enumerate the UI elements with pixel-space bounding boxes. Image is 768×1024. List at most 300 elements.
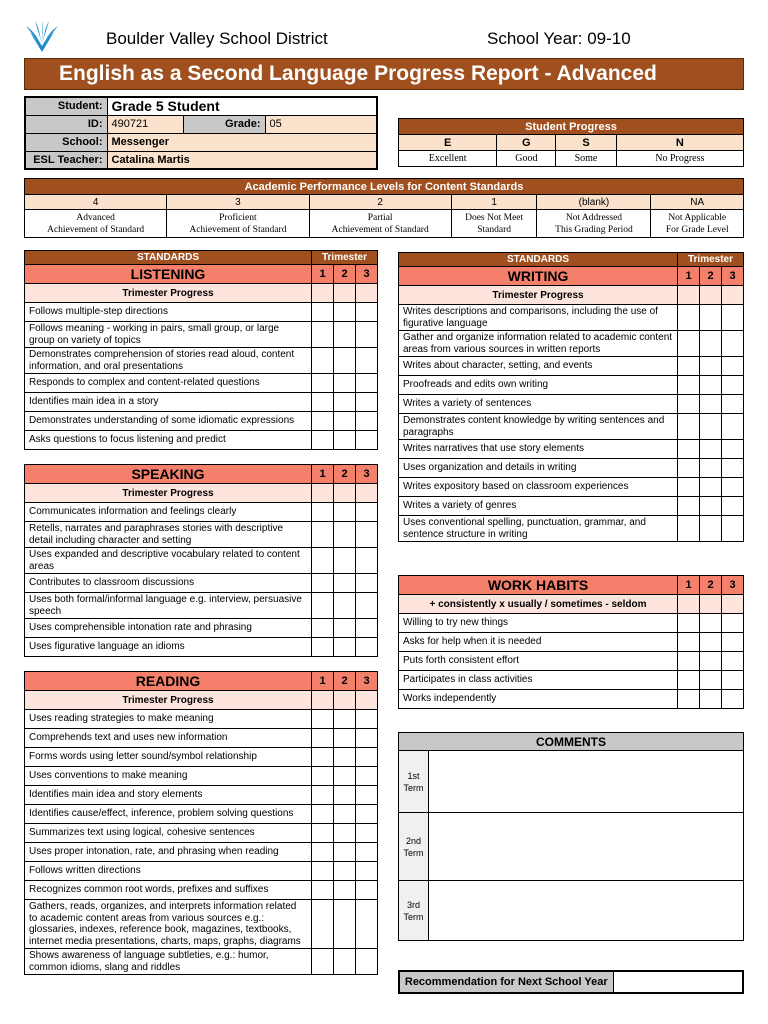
grade-label: Grade: [183,115,265,133]
trimester-1-mark[interactable] [312,900,334,949]
performance-levels-title: Academic Performance Levels for Content Standards [25,179,744,195]
trimester-3-mark[interactable] [356,393,378,412]
trimester-3-mark[interactable] [356,522,378,548]
level-desc-line2: Achievement of Standard [47,224,145,235]
trimester-2-mark[interactable] [334,824,356,843]
term-label [399,813,429,881]
level-desc-line2: Standard [477,224,511,235]
standard-row [25,710,378,729]
standard-row [25,374,378,393]
trimester-2-mark[interactable] [700,478,722,497]
trimester-2-mark[interactable] [700,357,722,376]
standard-text: Writes expository based on classroom experiences [399,478,678,497]
standard-text: Responds to complex and content-related questions [25,374,312,393]
trimester-2-mark[interactable] [700,671,722,690]
standard-row [25,548,378,574]
subheader-cell [356,484,378,503]
trimester-3-mark[interactable] [356,900,378,949]
progress-code: G [497,135,556,151]
trimester-3-mark[interactable] [722,690,744,709]
standard-text: Writes narratives that use story elements [399,440,678,459]
trimester-3-mark[interactable] [356,412,378,431]
trimester-1-mark[interactable] [312,593,334,619]
trimester-number: 1 [312,672,334,691]
reading-section [24,671,378,975]
trimester-number: 2 [700,576,722,595]
trimester-1-mark[interactable] [678,652,700,671]
standard-row [25,522,378,548]
standard-row [25,619,378,638]
trimester-3-mark[interactable] [356,431,378,450]
trimester-2-mark[interactable] [334,548,356,574]
trimester-1-mark[interactable] [312,881,334,900]
trimester-3-mark[interactable] [722,478,744,497]
subheader-cell [700,595,722,614]
trimester-3-mark[interactable] [722,305,744,331]
student-progress-legend [398,118,744,167]
progress-code: S [556,135,616,151]
trimester-3-mark[interactable] [356,303,378,322]
trimester-1-mark[interactable] [678,478,700,497]
standard-text: Uses organization and details in writing [399,459,678,478]
trimester-1-mark[interactable] [678,357,700,376]
trimester-2-mark[interactable] [700,690,722,709]
trimester-2-mark[interactable] [700,614,722,633]
trimester-3-mark[interactable] [722,671,744,690]
standard-text: Follows multiple-step directions [25,303,312,322]
standards-header: STANDARDS [399,253,678,267]
trimester-number: 1 [312,265,334,284]
standard-row [399,690,744,709]
level-code: 4 [25,195,167,210]
level-desc-line1: Not Addressed [565,212,623,223]
trimester-3-mark[interactable] [356,881,378,900]
comments-title: COMMENTS [399,733,744,751]
school-name: Messenger [107,133,377,151]
standard-text: Summarizes text using logical, cohesive sentences [25,824,312,843]
level-desc [25,210,167,238]
standard-text: Works independently [399,690,678,709]
trimester-1-mark[interactable] [312,729,334,748]
trimester-1-mark[interactable] [678,516,700,542]
speaking-title: SPEAKING [25,465,312,484]
trimester-2-mark[interactable] [334,767,356,786]
trimester-3-mark[interactable] [722,331,744,357]
standard-text: Communicates information and feelings clearly [25,503,312,522]
trimester-1-mark[interactable] [312,348,334,374]
standard-text: Forms words using letter sound/symbol relationship [25,748,312,767]
standard-text: Uses proper intonation, rate, and phrasing when reading [25,843,312,862]
trimester-3-mark[interactable] [722,459,744,478]
level-desc [537,210,651,238]
trimester-2-mark[interactable] [334,729,356,748]
trimester-3-mark[interactable] [722,633,744,652]
trimester-3-mark[interactable] [356,767,378,786]
standard-row [25,322,378,348]
trimester-1-mark[interactable] [312,548,334,574]
trimester-1-mark[interactable] [678,395,700,414]
standard-text: Demonstrates content knowledge by writing sentences and paragraphs [399,414,678,440]
trimester-3-mark[interactable] [356,824,378,843]
reading-title: READING [25,672,312,691]
trimester-2-mark[interactable] [700,331,722,357]
standard-text: Uses conventional spelling, punctuation, grammar, and sentence structure in writing [399,516,678,542]
standard-row [399,331,744,357]
standard-row [399,478,744,497]
standard-text: Writes a variety of genres [399,497,678,516]
standard-row [25,503,378,522]
standard-text: Follows meaning - working in pairs, small group, or large group on variety of topics [25,322,312,348]
trimester-2-mark[interactable] [700,633,722,652]
standard-row [25,900,378,949]
level-code: 2 [309,195,451,210]
term-word: Term [403,911,424,922]
section-subheader: Trimester Progress [25,691,312,710]
trimester-1-mark[interactable] [312,393,334,412]
standard-text: Uses figurative language an idioms [25,638,312,657]
trimester-3-mark[interactable] [356,843,378,862]
trimester-3-mark[interactable] [722,497,744,516]
comments-section [398,732,744,941]
trimester-1-mark[interactable] [312,710,334,729]
trimester-1-mark[interactable] [678,459,700,478]
trimester-1-mark[interactable] [312,431,334,450]
level-desc-line1: Partial [367,212,393,223]
trimester-2-mark[interactable] [700,459,722,478]
standard-text: Shows awareness of language subtleties, e.g.: humor, common idioms, slang and riddles [25,949,312,975]
subheader-cell [722,595,744,614]
trimester-2-mark[interactable] [334,843,356,862]
trimester-2-mark[interactable] [334,949,356,975]
level-code: (blank) [537,195,651,210]
standard-row [25,862,378,881]
trimester-3-mark[interactable] [356,862,378,881]
performance-levels-legend [24,178,744,238]
speaking-section [24,464,378,657]
trimester-1-mark[interactable] [312,574,334,593]
level-desc [309,210,451,238]
standard-row [399,516,744,542]
term-label [399,751,429,813]
trimester-1-mark[interactable] [312,824,334,843]
trimester-3-mark[interactable] [356,348,378,374]
trimester-2-mark[interactable] [334,412,356,431]
trimester-2-mark[interactable] [334,348,356,374]
trimester-number: 2 [334,265,356,284]
trimester-3-mark[interactable] [722,440,744,459]
comment-field[interactable] [429,751,744,813]
trimester-3-mark[interactable] [356,322,378,348]
term-word: Term [403,847,424,858]
level-desc-line2: Achievement of Standard [331,224,429,235]
student-progress-title: Student Progress [399,119,744,135]
trimester-3-mark[interactable] [356,638,378,657]
standard-text: Participates in class activities [399,671,678,690]
trimester-2-mark[interactable] [334,638,356,657]
standard-row [25,824,378,843]
id-label: ID: [25,115,107,133]
section-subheader: Trimester Progress [25,484,312,503]
standard-text: Identifies main idea in a story [25,393,312,412]
trimester-number: 1 [678,267,700,286]
standard-text: Contributes to classroom discussions [25,574,312,593]
standard-text: Puts forth consistent effort [399,652,678,671]
standards-header: STANDARDS [25,251,312,265]
trimester-3-mark[interactable] [722,614,744,633]
trimester-1-mark[interactable] [312,374,334,393]
school-label: School: [25,133,107,151]
trimester-2-mark[interactable] [334,748,356,767]
trimester-1-mark[interactable] [312,303,334,322]
trimester-3-mark[interactable] [356,786,378,805]
trimester-header: Trimester [312,251,378,265]
trimester-3-mark[interactable] [722,516,744,542]
trimester-3-mark[interactable] [356,574,378,593]
school-year: School Year: 09-10 [487,29,631,48]
recommendation-field[interactable] [613,971,743,993]
trimester-1-mark[interactable] [678,614,700,633]
standard-row [25,431,378,450]
trimester-3-mark[interactable] [356,710,378,729]
level-code: NA [651,195,744,210]
standard-row [25,574,378,593]
trimester-number: 3 [722,267,744,286]
trimester-3-mark[interactable] [722,652,744,671]
term-ordinal: 1st [407,770,420,781]
trimester-1-mark[interactable] [312,767,334,786]
standard-text: Gathers, reads, organizes, and interprets information related to academic content areas from various sources e.g.: glossaries, indexes, reference book, magazines, textbooks, internet media presentations, charts, maps, graphs, diagrams [25,900,312,949]
progress-desc: Some [556,151,616,167]
trimester-3-mark[interactable] [356,805,378,824]
trimester-number: 3 [356,265,378,284]
section-subheader: Trimester Progress [25,284,312,303]
trimester-2-mark[interactable] [334,786,356,805]
standard-text: Demonstrates comprehension of stories read aloud, content information, and oral presentations [25,348,312,374]
standard-row [25,393,378,412]
trimester-2-mark[interactable] [334,322,356,348]
standard-text: Identifies main idea and story elements [25,786,312,805]
work-habits-section [398,575,744,709]
term-ordinal: 3rd [406,899,420,910]
comment-field[interactable] [429,813,744,881]
trimester-2-mark[interactable] [334,619,356,638]
subheader-cell [722,286,744,305]
standard-row [399,671,744,690]
standard-text: Asks for help when it is needed [399,633,678,652]
standard-text: Writes about character, setting, and events [399,357,678,376]
standard-row [399,305,744,331]
trimester-number: 3 [356,672,378,691]
trimester-2-mark[interactable] [700,516,722,542]
standard-text: Retells, narrates and paraphrases stories with descriptive detail including character and setting [25,522,312,548]
trimester-2-mark[interactable] [334,881,356,900]
comment-field[interactable] [429,881,744,941]
standard-row [25,593,378,619]
progress-desc: No Progress [616,151,743,167]
standard-row [25,729,378,748]
trimester-2-mark[interactable] [700,414,722,440]
term-label [399,881,429,941]
standard-row [25,748,378,767]
trimester-3-mark[interactable] [356,503,378,522]
trimester-number: 3 [356,465,378,484]
level-desc [167,210,309,238]
trimester-1-mark[interactable] [678,305,700,331]
trimester-1-mark[interactable] [312,522,334,548]
trimester-number: 2 [334,465,356,484]
term-word: Term [403,782,424,793]
teacher-label: ESL Teacher: [25,151,107,169]
term-ordinal: 2nd [405,835,422,846]
trimester-2-mark[interactable] [334,862,356,881]
teacher-name: Catalina Martis [107,151,377,169]
trimester-1-mark[interactable] [312,805,334,824]
trimester-number: 3 [722,576,744,595]
trimester-2-mark[interactable] [700,652,722,671]
trimester-2-mark[interactable] [334,574,356,593]
standard-row [25,949,378,975]
level-desc-line1: Advanced [76,212,115,223]
progress-code: N [616,135,743,151]
trimester-1-mark[interactable] [678,633,700,652]
trimester-1-mark[interactable] [678,690,700,709]
standard-row [25,786,378,805]
standard-text: Uses comprehensible intonation rate and phrasing [25,619,312,638]
level-desc-line1: Not Applicable [668,212,727,223]
trimester-3-mark[interactable] [722,357,744,376]
trimester-1-mark[interactable] [312,412,334,431]
level-desc-line2: For Grade Level [665,224,729,235]
trimester-1-mark[interactable] [678,331,700,357]
trimester-header: Trimester [678,253,744,267]
trimester-2-mark[interactable] [334,710,356,729]
trimester-3-mark[interactable] [356,729,378,748]
trimester-1-mark[interactable] [312,786,334,805]
standard-row [399,497,744,516]
trimester-1-mark[interactable] [678,671,700,690]
district-logo-icon [22,18,62,54]
trimester-2-mark[interactable] [334,522,356,548]
standard-row [399,633,744,652]
trimester-2-mark[interactable] [334,303,356,322]
trimester-3-mark[interactable] [722,395,744,414]
level-desc-line2: Achievement of Standard [189,224,287,235]
trimester-2-mark[interactable] [334,593,356,619]
trimester-1-mark[interactable] [312,748,334,767]
recommendation-label: Recommendation for Next School Year [399,971,613,993]
standard-row [25,843,378,862]
recommendation-row [398,970,744,994]
standard-text: Gather and organize information related to academic content areas from various sources in written reports [399,331,678,357]
trimester-3-mark[interactable] [356,548,378,574]
trimester-2-mark[interactable] [700,440,722,459]
trimester-1-mark[interactable] [678,414,700,440]
trimester-2-mark[interactable] [334,805,356,824]
trimester-2-mark[interactable] [334,431,356,450]
trimester-1-mark[interactable] [312,843,334,862]
trimester-number: 1 [678,576,700,595]
trimester-1-mark[interactable] [312,862,334,881]
trimester-2-mark[interactable] [334,393,356,412]
standard-row [25,348,378,374]
subheader-cell [334,284,356,303]
trimester-1-mark[interactable] [312,949,334,975]
trimester-2-mark[interactable] [334,374,356,393]
student-id: 490721 [107,115,183,133]
standard-row [25,638,378,657]
trimester-number: 1 [312,465,334,484]
trimester-1-mark[interactable] [312,619,334,638]
standard-text: Writes a variety of sentences [399,395,678,414]
student-info-table [24,96,378,170]
trimester-2-mark[interactable] [700,395,722,414]
standard-row [399,459,744,478]
trimester-3-mark[interactable] [356,748,378,767]
trimester-3-mark[interactable] [356,593,378,619]
trimester-1-mark[interactable] [312,503,334,522]
standard-row [399,652,744,671]
standard-text: Demonstrates understanding of some idiomatic expressions [25,412,312,431]
district-name: Boulder Valley School District [106,29,328,48]
trimester-1-mark[interactable] [312,638,334,657]
trimester-1-mark[interactable] [678,497,700,516]
subheader-cell [312,284,334,303]
subheader-cell [678,286,700,305]
progress-desc: Excellent [399,151,497,167]
progress-desc: Good [497,151,556,167]
work-habits-title: WORK HABITS [399,576,678,595]
trimester-2-mark[interactable] [700,497,722,516]
standard-text: Uses both formal/informal language e.g. interview, persuasive speech [25,593,312,619]
standard-text: Writes descriptions and comparisons, including the use of figurative language [399,305,678,331]
trimester-2-mark[interactable] [700,376,722,395]
standard-row [399,357,744,376]
trimester-2-mark[interactable] [334,900,356,949]
standard-text: Comprehends text and uses new information [25,729,312,748]
standard-text: Asks questions to focus listening and predict [25,431,312,450]
level-code: 3 [167,195,309,210]
trimester-1-mark[interactable] [312,322,334,348]
standard-row [25,805,378,824]
level-desc-line1: Proficient [219,212,257,223]
standard-text: Uses conventions to make meaning [25,767,312,786]
standard-text: Uses expanded and descriptive vocabulary related to content areas [25,548,312,574]
level-desc [451,210,537,238]
trimester-3-mark[interactable] [356,619,378,638]
trimester-3-mark[interactable] [356,374,378,393]
student-grade: 05 [265,115,377,133]
trimester-1-mark[interactable] [678,440,700,459]
student-label: Student: [25,97,107,115]
standard-row [399,414,744,440]
trimester-number: 2 [700,267,722,286]
standard-row [25,881,378,900]
writing-title: WRITING [399,267,678,286]
trimester-2-mark[interactable] [700,305,722,331]
subheader-cell [334,691,356,710]
trimester-3-mark[interactable] [356,949,378,975]
standard-row [25,412,378,431]
trimester-2-mark[interactable] [334,503,356,522]
trimester-3-mark[interactable] [722,376,744,395]
listening-title: LISTENING [25,265,312,284]
trimester-3-mark[interactable] [722,414,744,440]
standard-text: Proofreads and edits own writing [399,376,678,395]
standard-row [399,395,744,414]
standard-text: Willing to try new things [399,614,678,633]
trimester-1-mark[interactable] [678,376,700,395]
subheader-cell [312,691,334,710]
